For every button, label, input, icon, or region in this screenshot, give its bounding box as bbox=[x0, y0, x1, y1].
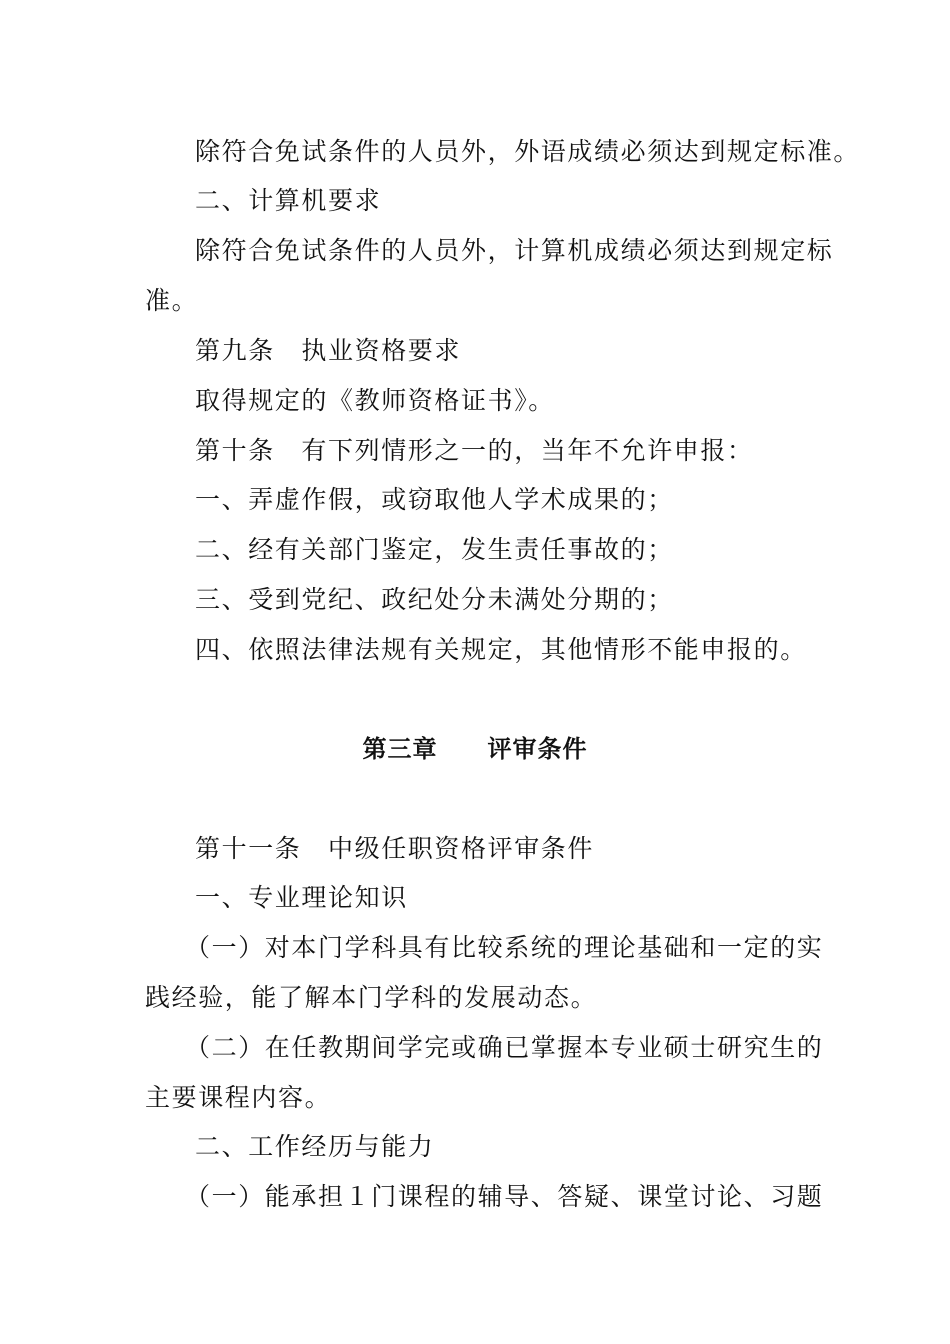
paragraph-line: 除符合免试条件的人员外，计算机成绩必须达到规定标 bbox=[195, 236, 834, 265]
chapter-heading: 第三章 评审条件 bbox=[362, 735, 588, 763]
list-item: 二、经有关部门鉴定，发生责任事故的； bbox=[195, 535, 674, 564]
list-item: 四、依照法律法规有关规定，其他情形不能申报的。 bbox=[195, 635, 807, 664]
paragraph-line: （一）对本门学科具有比较系统的理论基础和一定的实 bbox=[185, 933, 824, 962]
paragraph-line: 主要课程内容。 bbox=[145, 1083, 332, 1112]
paragraph-line: （一）能承担１门课程的辅导、答疑、课堂讨论、习题 bbox=[185, 1182, 824, 1211]
article-heading: 第十条 有下列情形之一的，当年不允许申报： bbox=[195, 436, 754, 465]
paragraph-line: 取得规定的《教师资格证书》。 bbox=[195, 386, 555, 415]
section-heading: 一、专业理论知识 bbox=[195, 883, 408, 912]
list-item: 三、受到党纪、政纪处分未满处分期的； bbox=[195, 585, 674, 614]
article-heading: 第九条 执业资格要求 bbox=[195, 336, 462, 365]
section-heading: 二、计算机要求 bbox=[195, 186, 382, 215]
list-item: 一、弄虚作假，或窃取他人学术成果的； bbox=[195, 485, 674, 514]
article-heading: 第十一条 中级任职资格评审条件 bbox=[195, 834, 595, 863]
paragraph-line: 践经验，能了解本门学科的发展动态。 bbox=[145, 983, 598, 1012]
paragraph-line: （二）在任教期间学完或确已掌握本专业硕士研究生的 bbox=[185, 1033, 824, 1062]
section-heading: 二、工作经历与能力 bbox=[195, 1132, 435, 1161]
paragraph-line: 准。 bbox=[145, 286, 199, 315]
paragraph-line: 除符合免试条件的人员外，外语成绩必须达到规定标准。 bbox=[195, 137, 861, 166]
